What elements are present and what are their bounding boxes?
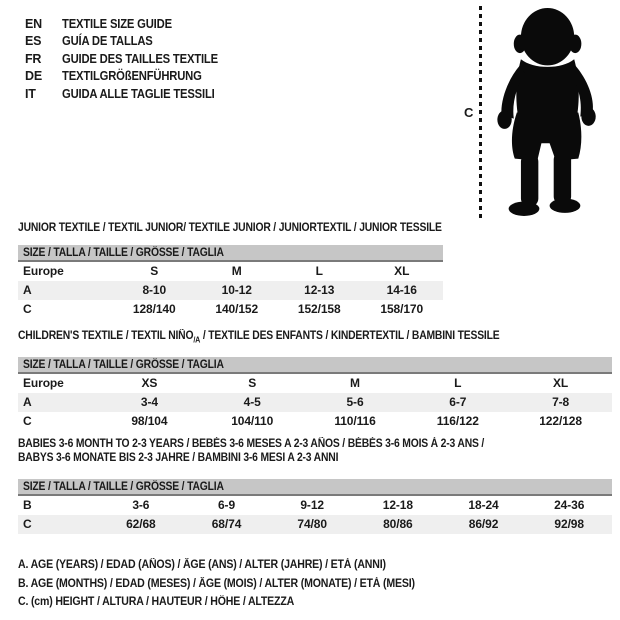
table-cell: 98/104 [131,414,168,429]
children-size-table [18,357,612,431]
row-label: Europe [23,376,64,391]
children-table-section [18,329,612,431]
language-label: GUIDE DES TAILLES TEXTILE [62,51,218,66]
language-row [25,85,235,103]
measure-legend [18,556,449,612]
table-title-line: CHILDREN'S TEXTILE / TEXTIL $NIÑO_{/A}$ / TEXTILE DES ENFANTS / KINDERTEXTIL / BAMBINI TESSILE [18,330,500,345]
table-cell: 68/74 [211,517,242,531]
table-cell: 9-12 [300,498,324,512]
table-row [18,515,612,534]
table-cell: XL [553,376,569,391]
table-header-row [18,357,612,374]
height-dotted-line [479,6,482,218]
language-code: EN [25,16,42,31]
language-row [25,15,235,33]
table-cell: 140/152 [215,302,259,316]
table-cell: 10-12 [221,283,252,297]
table-cell: S [248,376,257,391]
row-label: C [23,517,32,531]
table-row [18,393,612,412]
language-label: GUIDA ALLE TAGLIE TESSILI [62,86,215,101]
table-header-row [18,245,443,262]
table-cell: XS [141,376,158,391]
language-label: GUÍA DE TALLAS [62,34,153,49]
row-label: Europe [23,264,64,278]
table-cell: M [350,376,360,391]
table-cell: 7-8 [552,395,570,410]
table-cell: 12-18 [382,498,413,512]
table-cell: 3-4 [140,395,158,410]
table-cell: 74/80 [297,517,327,531]
legend-line: A. AGE (YEARS) / EDAD (AÑOS) / ÂGE (ANS) / ALTER (JAHRE) / ETÀ (ANNI) [18,559,386,571]
table-cell: L [454,376,462,391]
table-cell: M [231,264,242,278]
table-row [18,374,612,393]
table-cell: 86/92 [468,517,499,531]
table-cell: 158/170 [380,302,424,316]
babies-size-table [18,479,612,534]
table-cell: 110/116 [334,414,376,429]
row-label: A [23,395,32,410]
row-label: C [23,302,32,316]
table-cell: S [150,264,159,278]
babies-table-section [18,437,612,534]
legend-line: C. (cm) HEIGHT / ALTURA / HAUTEUR / HÖHE / ALTEZZA [18,596,295,608]
table-header-label: SIZE / TALLA / TAILLE / GRÖSSE / TAGLIA [23,359,224,372]
table-cell: 128/140 [132,302,176,316]
table-header-label: SIZE / TALLA / TAILLE / GRÖSSE / TAGLIA [23,247,224,259]
row-label: C [23,414,32,429]
table-cell: 6-7 [449,395,467,410]
junior-size-table [18,245,443,319]
table-cell: 80/86 [383,517,413,531]
table-cell: 4-5 [243,395,261,410]
table-row [18,412,612,431]
language-label: TEXTILGRÖßENFÜHRUNG [62,69,202,84]
table-cell: 5-6 [346,395,364,410]
row-label: A [23,283,32,297]
table-cell: 152/158 [297,302,341,316]
row-label: B [23,498,32,512]
table-cell: 12-13 [304,283,335,297]
language-label: TEXTILE SIZE GUIDE [62,16,172,31]
table-cell: L [315,264,323,278]
table-cell: 92/98 [554,517,584,531]
height-figure [464,6,604,218]
table-row [18,281,443,300]
table-cell: 18-24 [468,498,499,512]
table-cell: 3-6 [132,498,150,512]
table-header-row [18,479,612,496]
table-cell: 122/128 [539,414,582,429]
height-measure-label: C [464,104,474,120]
language-code: DE [25,69,42,84]
table-title [18,437,612,465]
table-cell: 24-36 [554,498,585,512]
table-title-line: BABIES 3-6 MONTH TO 2-3 YEARS / BEBÉS 3-6 MESES A 2-3 AÑOS / BÉBÉS 3-6 MOIS À 2-3 ANS / [18,438,485,450]
table-row [18,496,612,515]
table-title-line: JUNIOR TEXTILE / TEXTIL JUNIOR/ TEXTILE JUNIOR / JUNIORTEXTIL / JUNIOR TESSILE [18,222,442,234]
table-cell: 104/110 [231,414,274,429]
table-cell: 116/122 [436,414,479,429]
table-header-label: SIZE / TALLA / TAILLE / GRÖSSE / TAGLIA [23,481,224,493]
language-row [25,33,235,51]
junior-table-section [18,221,443,319]
language-code: ES [25,34,42,49]
table-cell: XL [394,264,410,278]
table-row [18,262,443,281]
table-cell: 14-16 [386,283,417,297]
language-row [25,68,235,86]
language-list [25,15,235,103]
table-cell: 8-10 [142,283,167,297]
language-code: FR [25,51,42,66]
table-title-line: BABYS 3-6 MONATE BIS 2-3 JAHRE / BAMBINI 3-6 MESI A 2-3 ANNI [18,452,339,464]
language-code: IT [25,86,36,101]
table-row [18,300,443,319]
language-row [25,50,235,68]
table-title [18,329,612,347]
table-cell: 6-9 [217,498,236,512]
legend-line: B. AGE (MONTHS) / EDAD (MESES) / ÂGE (MOIS) / ALTER (MONATE) / ETÀ (MESI) [18,577,415,590]
toddler-silhouette-icon [486,6,604,218]
table-title [18,221,443,235]
table-cell: 62/68 [126,517,156,531]
